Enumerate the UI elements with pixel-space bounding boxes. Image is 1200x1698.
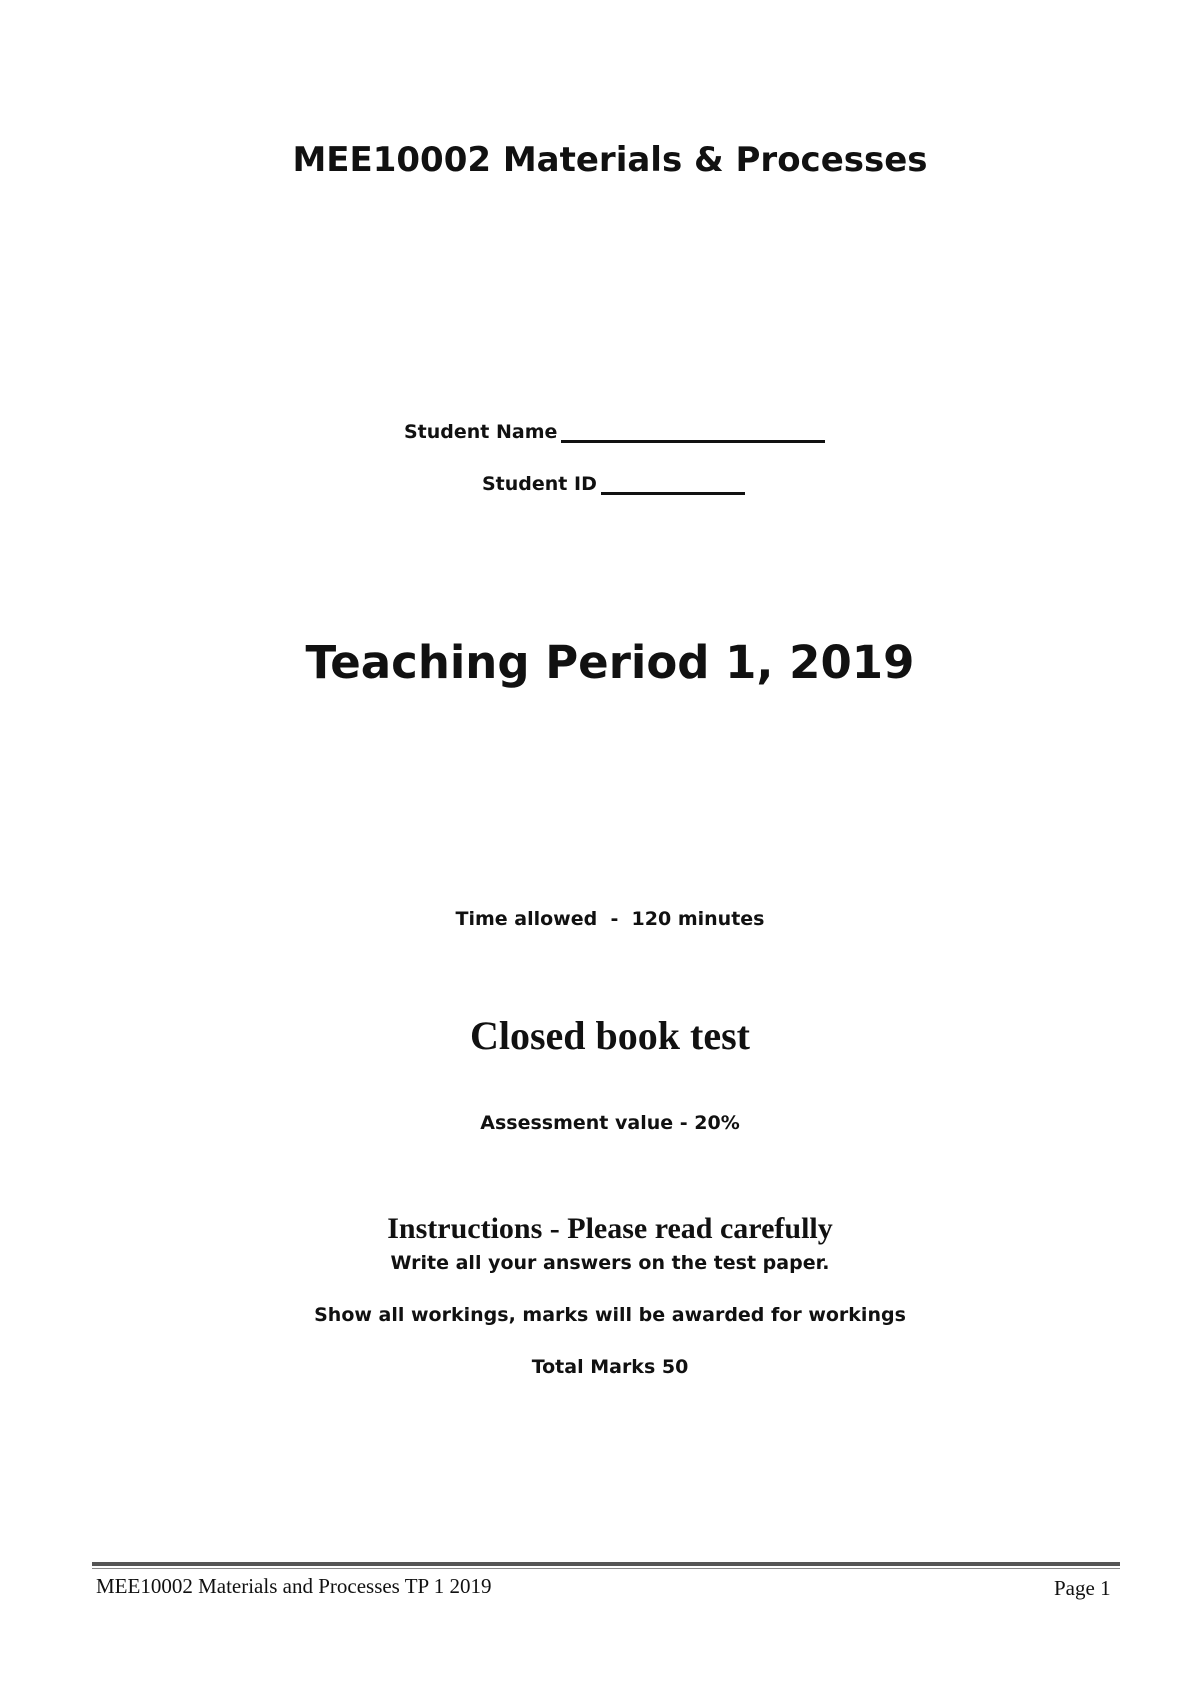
instruction-show-workings: Show all workings, marks will be awarded for workings [314,1304,906,1326]
student-name-blank-line[interactable] [561,420,825,443]
instructions-heading: Instructions - Please read carefully [387,1212,833,1245]
teaching-period-title: Teaching Period 1, 2019 [305,636,915,689]
assessment-value: Assessment value - 20% [480,1112,740,1134]
instruction-write-answers: Write all your answers on the test paper. [390,1252,830,1274]
total-marks: Total Marks 50 [531,1356,689,1378]
footer-page-number: Page 1 [1054,1576,1111,1600]
student-id-field [482,472,745,495]
student-name-label: Student Name [404,421,558,443]
student-name-field [404,420,825,443]
footer-course-text: MEE10002 Materials and Processes TP 1 2019 [96,1574,492,1598]
time-allowed: Time allowed - 120 minutes [455,908,765,930]
footer-divider [92,1562,1120,1569]
student-id-blank-line[interactable] [601,472,745,495]
closed-book-heading: Closed book test [469,1013,751,1058]
course-title: MEE10002 Materials & Processes [292,140,928,180]
student-id-label: Student ID [482,473,597,495]
